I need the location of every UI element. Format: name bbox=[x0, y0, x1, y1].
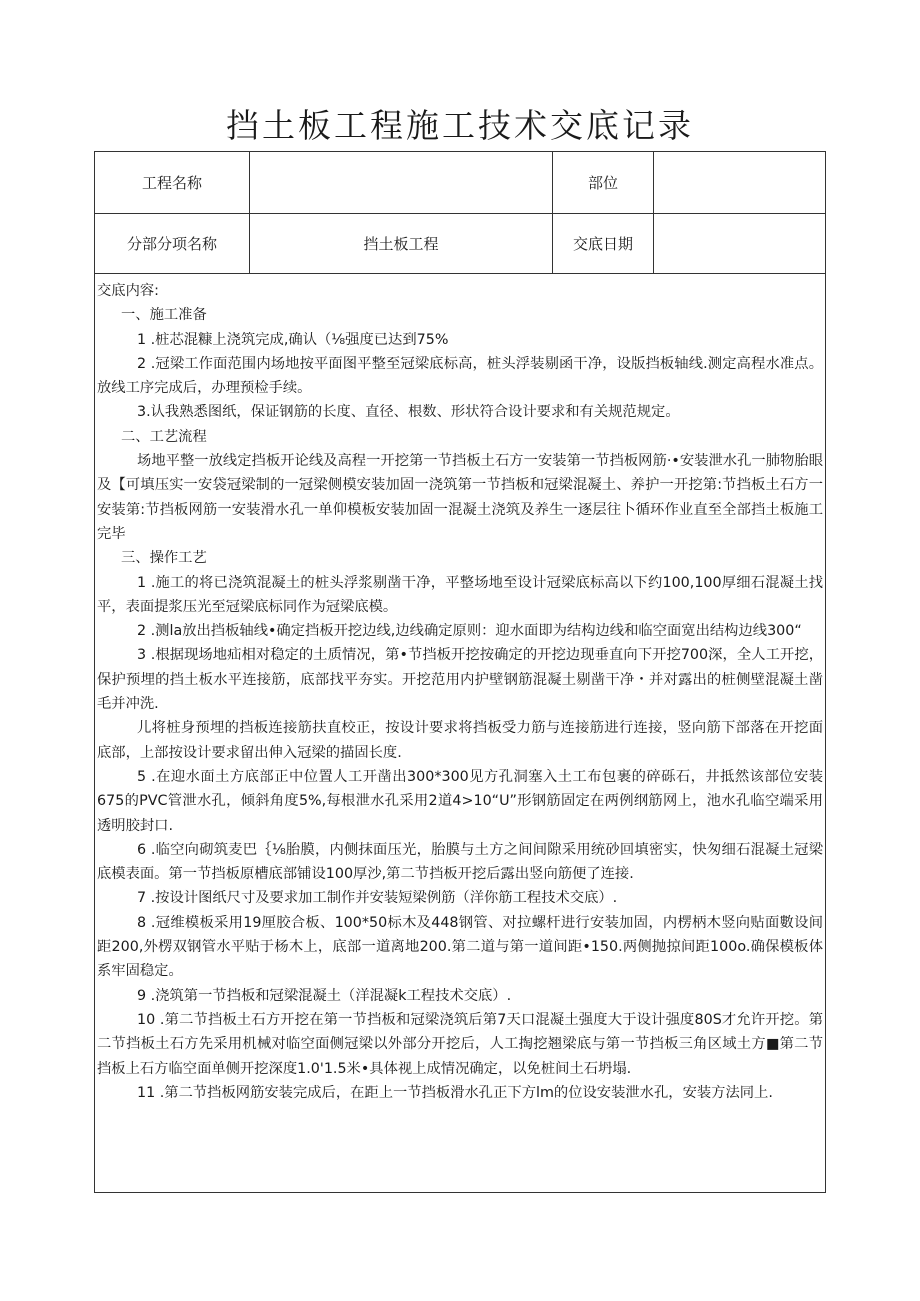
paragraph: 3.认我熟悉图纸，保证钢筋的长度、直径、根数、形状符合设计要求和有关规范规定。 bbox=[137, 404, 680, 421]
section-heading: 一、施工准备 bbox=[121, 307, 207, 324]
paragraph: 2 .测la放出挡板轴线•确定挡板开挖边线,边线确定原则：迎水面即为结构边线和临空面宽出结构边线300“ bbox=[137, 623, 802, 640]
location-value bbox=[654, 152, 825, 213]
paragraph: 11 .第二节挡板网筋安装完成后，在距上一节挡板滑水孔正下方lm的位设安装泄水孔，安装方法同上. bbox=[137, 1084, 773, 1101]
disclosure-content bbox=[95, 274, 825, 1105]
table-row-subitem bbox=[95, 214, 825, 274]
paragraph: 5 .在迎水面土方底部正中位置人工开凿出300*300见方孔洞塞入土工布包裹的碎砾石，井抵然该部位安装675的PVC管泄水孔，倾斜角度5%,每根泄水孔采用2道4>10“U”形钢筋固定在两例纲筋网上，池水孔临空端采用透明胶封口. bbox=[97, 768, 823, 834]
content-heading: 交底内容: bbox=[97, 283, 160, 299]
section-heading: 三、操作工艺 bbox=[121, 550, 207, 567]
paragraph: 1 .施工的将已浇筑混凝土的桩头浮浆剔凿干净，平整场地至设计冠梁底标高以下约100,100厚细石混凝土找平，表面提浆压光至冠梁底标同作为冠梁底模。 bbox=[97, 574, 823, 615]
disclosure-record-table bbox=[94, 151, 826, 1193]
subitem-value: 挡土板工程 bbox=[250, 214, 553, 273]
paragraph: 8 .冠维模板采用19厘胶合板、100*50标木及448钢管、对拉螺杆进行安装加固，内楞柄木竖向贴面數设间距200,外楞双钢管水平贴于杨木上，底部一道离地200.第二道与第一道间距•150.两侧抛掠间距100o.确保模板体系牢固稳定。 bbox=[97, 914, 823, 980]
location-label: 部位 bbox=[553, 152, 654, 213]
paragraph: 场地平整一放线定挡板开论线及高程一开挖第一节挡板土石方一安装第一节挡板网筋·•安装泄水孔一肺物胎眼及【可填压实一安袋冠梁制的一冠梁侧模安装加固一浇筑第一节挡板和冠梁混凝土、养护一开挖第:节挡板土石方一安装第:节挡板网筋一安装滑水孔一单仰模板安装加固一混凝土浇筑及养生一逐层往卜循环作业直至全部挡土板施工完毕 bbox=[97, 453, 823, 542]
document-title: 挡土板工程施工技术交底记录 bbox=[226, 106, 694, 145]
paragraph: 2 .冠梁工作面范围内场地按平面图平整至冠梁底标高，桩头浮装剔函干净，设版挡板轴线.测定高程水准点。放线工序完成后，办理预检手续。 bbox=[97, 355, 823, 397]
date-value bbox=[654, 214, 825, 273]
section-heading: 二、工艺流程 bbox=[121, 428, 207, 445]
project-name-value bbox=[250, 152, 553, 213]
subitem-label: 分部分项名称 bbox=[95, 214, 250, 273]
paragraph: 7 .按设计图纸尺寸及要求加工制作并安装短梁例筋（洋你筋工程技术交底）. bbox=[137, 890, 618, 907]
paragraph: 1 .桩芯混糠上浇筑完成,确认（⅛强度已达到75% bbox=[137, 331, 449, 348]
paragraph: 儿将桩身预埋的挡板连接筋扶直校正，按设计要求将挡板受力筋与连接筋进行连接，竖向筋下部落在开挖面底部，上部按设计要求留出伸入冠梁的描固长度. bbox=[97, 720, 823, 761]
paragraph: 9 .浇筑第一节挡板和冠梁混凝土（洋混凝k工程技术交底）. bbox=[137, 987, 512, 1004]
paragraph: 3 .根据现场地疝相对稳定的土质情况，第•节挡板开挖按确定的开挖边现垂直向下开挖700深，全人工开挖，保护预埋的挡土板水平连接筋，底部找平夯实。开挖范用内护壁钢筋混凝土剔凿干净・并对露出的桩侧壁混凝土凿毛并冲洗. bbox=[97, 647, 823, 713]
paragraph: 6 .临空向砌筑麦巴｛⅛胎膜，内侧抹面压光，胎膜与土方之间间隙采用统砂回填密实，快匆细石混凝土冠梁底模表面。第一节挡板原槽底部铺设100厚沙,第二节挡板开挖后露出竖向筋便了连接. bbox=[97, 841, 823, 883]
table-row-project bbox=[95, 152, 825, 214]
project-name-label: 工程名称 bbox=[95, 152, 250, 213]
paragraph: 10 .第二节挡板土石方开挖在第一节挡板和冠梁浇筑后第7天口混凝土强度大于设计强度80S才允许开挖。第二节挡板土石方先采用机械对临空面侧冠梁以外部分开挖后，人工掏挖翘梁底与第一节挡板三角区域土方■第二节挡板上石方临空面单侧开挖深度1.0'1.5米•具体视上成情况确定，以免桩间土石坍塌. bbox=[97, 1011, 823, 1077]
date-label: 交底日期 bbox=[553, 214, 654, 273]
